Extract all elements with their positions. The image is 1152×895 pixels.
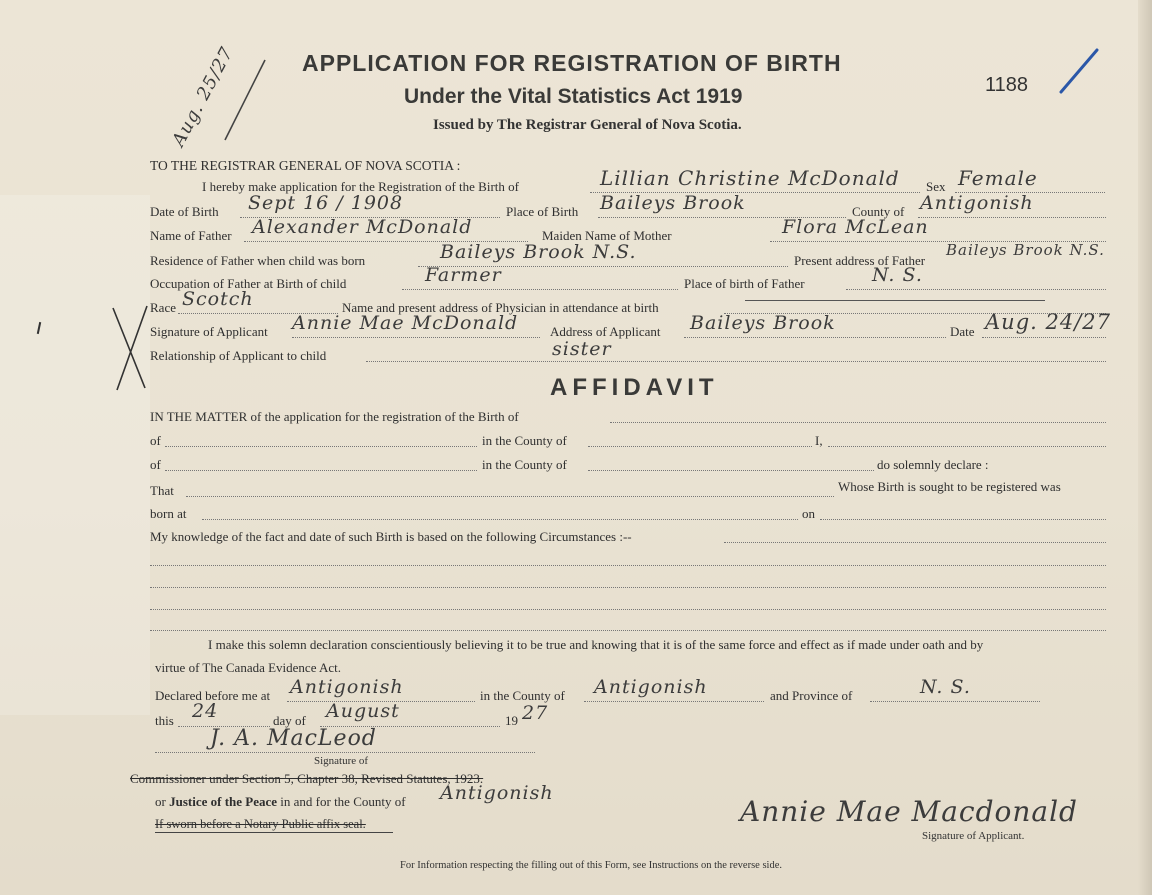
footer-note: For Information respecting the filling out of this Form, see Instructions on the reverse side. [400, 860, 783, 871]
province-label: and Province of [770, 688, 853, 703]
circumstances-line-3 [150, 609, 1106, 610]
issued-by: Issued by The Registrar General of Nova Scotia. [433, 117, 742, 133]
year-prefix: 19 [505, 713, 518, 728]
present-address-value: Baileys Brook N.S. [946, 241, 1105, 259]
solemn-declaration-1: I make this solemn declaration conscientiously believing it to be true and knowing that it is of the same force and effect as if made under oath and by [208, 637, 984, 652]
affidavit-county2-dots [588, 470, 874, 471]
race-label: Race [150, 300, 176, 315]
sex-label: Sex [926, 179, 946, 194]
province-value: N. S. [920, 676, 971, 698]
day-value: 24 [192, 700, 219, 722]
affidavit-of1-dots [165, 446, 477, 447]
place-of-birth-label: Place of Birth [506, 204, 579, 219]
date-dots [982, 337, 1106, 338]
declared-county-label: in the County of [480, 688, 565, 703]
affidavit-born-dots [202, 519, 798, 520]
applicant-signature-value: Annie Mae McDonald [292, 312, 519, 334]
mother-name-value: Flora McLean [782, 216, 929, 238]
affidavit-matter-dots [610, 422, 1106, 423]
applicant-signature-label: Signature of Applicant [150, 324, 268, 339]
affidavit-i-dots [828, 446, 1106, 447]
dob-value: Sept 16 / 1908 [248, 192, 404, 214]
affidavit-county-2: in the County of [482, 457, 567, 472]
child-name-value: Lillian Christine McDonald [600, 166, 900, 190]
declared-county-value: Antigonish [594, 676, 708, 698]
form-title: APPLICATION FOR REGISTRATION OF BIRTH [302, 50, 842, 76]
province-dots [870, 701, 1040, 702]
date-value: Aug. 24/27 [985, 310, 1112, 334]
occupation-dots [402, 289, 678, 290]
affidavit-heading: AFFIDAVIT [550, 374, 719, 401]
relationship-value: sister [552, 338, 612, 360]
dob-label: Date of Birth [150, 204, 219, 219]
applicant-signature-dots [292, 337, 540, 338]
form-subtitle: Under the Vital Statistics Act 1919 [404, 85, 743, 108]
this-label: this [155, 713, 174, 728]
year-suffix-value: 27 [522, 702, 549, 724]
affidavit-county-1: in the County of [482, 433, 567, 448]
justice-county-value: Antigonish [440, 782, 554, 804]
file-number: 1188 [985, 74, 1029, 96]
margin-x-mark [105, 300, 155, 395]
to-registrar-line: TO THE REGISTRAR GENERAL OF NOVA SCOTIA : [150, 158, 461, 173]
declared-at-value: Antigonish [290, 676, 404, 698]
affidavit-knowledge-dots [724, 542, 1106, 543]
sex-value: Female [958, 166, 1038, 190]
applicant-address-label: Address of Applicant [550, 324, 661, 339]
paper-fold-shadow [0, 195, 150, 715]
justice-suffix: in and for the County of [280, 794, 406, 809]
affidavit-knowledge: My knowledge of the fact and date of such Birth is based on the following Circumstances :-- [150, 529, 632, 544]
occupation-value: Farmer [425, 264, 502, 286]
affidavit-whose: Whose Birth is sought to be registered was [838, 479, 1061, 494]
mother-name-label: Maiden Name of Mother [542, 228, 672, 243]
father-name-label: Name of Father [150, 228, 232, 243]
affidavit-on-dots [820, 519, 1106, 520]
solemn-declaration-2: virtue of The Canada Evidence Act. [155, 660, 342, 675]
father-name-value: Alexander McDonald [252, 216, 473, 238]
residence-value: Baileys Brook N.S. [440, 241, 637, 263]
justice-line [155, 794, 406, 810]
father-birthplace-dots [846, 289, 1106, 290]
official-signature: J. A. MacLeod [210, 726, 377, 751]
day-of-label: day of [273, 713, 306, 728]
relationship-label: Relationship of Applicant to child [150, 348, 327, 363]
margin-date-note: Aug. 25/27 [168, 43, 238, 150]
affidavit-that: That [150, 483, 174, 498]
circumstances-line-1 [150, 565, 1106, 566]
county-value: Antigonish [920, 192, 1034, 214]
physician-label: Name and present address of Physician in attendance at birth [342, 300, 659, 315]
margin-slash-mark [215, 55, 275, 145]
month-value: August [326, 700, 400, 722]
affidavit-on: on [802, 506, 815, 521]
circumstances-line-4 [150, 630, 1106, 631]
relationship-dots [366, 361, 1106, 362]
blue-check-mark [1055, 46, 1105, 96]
affidavit-that-dots [186, 496, 834, 497]
place-of-birth-value: Baileys Brook [600, 192, 746, 214]
commissioner-text: Commissioner under Section 5, Chapter 38, Revised Statutes, 1923. [130, 771, 484, 786]
affidavit-born-at: born at [150, 506, 187, 521]
affidavit-county1-dots [588, 446, 812, 447]
affidavit-of-2: of [150, 457, 161, 472]
circumstances-line-2 [150, 587, 1106, 588]
date-label: Date [950, 324, 975, 339]
applicant-signature-caption: Signature of Applicant. [922, 830, 1025, 842]
applicant-address-dots [684, 337, 946, 338]
physician-blank-line [745, 300, 1045, 301]
occupation-label: Occupation of Father at Birth of child [150, 276, 347, 291]
official-signature-dots [155, 752, 535, 753]
race-value: Scotch [182, 288, 254, 310]
residence-label: Residence of Father when child was born [150, 253, 366, 268]
declared-county-dots [584, 701, 764, 702]
signature-of-label: Signature of [314, 755, 369, 767]
county-label: County of [852, 204, 905, 219]
affidavit-of-1: of [150, 433, 161, 448]
justice-prefix: or [155, 794, 166, 809]
commissioner-line [130, 771, 483, 787]
applicant-signature-hand: Annie Mae Macdonald [740, 795, 1078, 828]
father-birthplace-label: Place of birth of Father [684, 276, 805, 291]
declared-before-label: Declared before me at [155, 688, 271, 703]
father-birthplace-value: N. S. [872, 264, 923, 286]
paper-edge [1138, 0, 1152, 895]
present-address-label: Present address of Father [794, 253, 926, 268]
affidavit-of2-dots [165, 470, 477, 471]
affidavit-i-label: I, [815, 433, 823, 448]
county-dots [918, 217, 1106, 218]
justice-label: Justice of the Peace [169, 794, 278, 809]
applicant-address-value: Baileys Brook [690, 312, 836, 334]
notary-line: If sworn before a Notary Public affix seal. [155, 817, 366, 831]
affidavit-matter: IN THE MATTER of the application for the registration of the Birth of [150, 409, 519, 424]
notary-underline [155, 832, 393, 833]
row1-label: I hereby make application for the Registration of the Birth of [202, 179, 519, 194]
affidavit-declare: do solemnly declare : [877, 457, 989, 472]
